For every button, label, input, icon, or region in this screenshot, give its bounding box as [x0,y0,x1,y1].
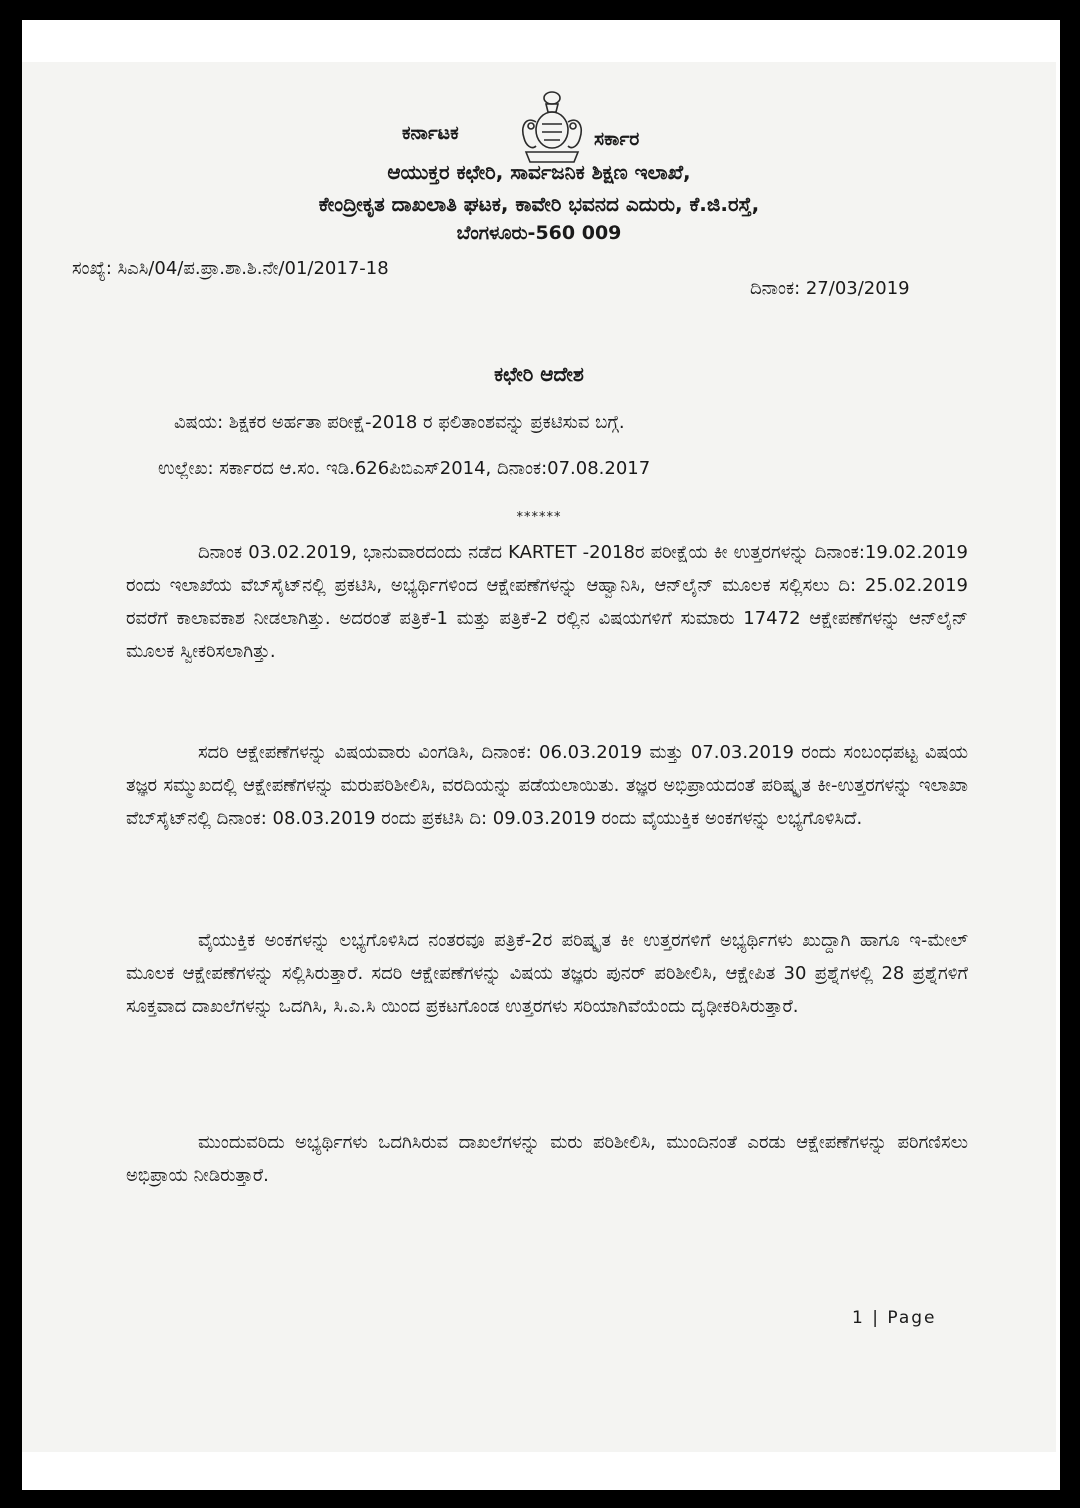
paragraph-3: ವೈಯುಕ್ತಿಕ ಅಂಕಗಳನ್ನು ಲಭ್ಯಗೊಳಿಸಿದ ನಂತರವೂ ಪತ್ರಿಕೆ-2ರ ಪರಿಷ್ಕೃತ ಕೀ ಉತ್ತರಗಳಿಗೆ ಅಭ್ಯರ್ಥಿಗಳು ಖುದ್ದಾಗಿ ಹಾಗೂ ಇ-ಮೇಲ್ ಮೂಲಕ ಆಕ್ಷೇಪಣೆಗಳನ್ನು ಸಲ್ಲಿಸಿರುತ್ತಾರೆ. ಸದರಿ ಆಕ್ಷೇಪಣೆಗಳನ್ನು ವಿಷಯ ತಜ್ಞರು ಪುನರ್ ಪರಿಶೀಲಿಸಿ, ಆಕ್ಷೇಪಿತ 30 ಪ್ರಶ್ನೆಗಳಲ್ಲಿ 28 ಪ್ರಶ್ನೆಗಳಿಗೆ ಸೂಕ್ತವಾದ ದಾಖಲೆಗಳನ್ನು ಒದಗಿಸಿ, ಸಿ.ಎ.ಸಿ ಯಿಂದ ಪ್ರಕಟಗೊಂಡ ಉತ್ತರಗಳು ಸರಿಯಾಗಿವೆಯೆಂದು ದೃಢೀಕರಿಸಿರುತ್ತಾರೆ. [126,930,968,1017]
paragraph-4: ಮುಂದುವರಿದು ಅಭ್ಯರ್ಥಿಗಳು ಒದಗಿಸಿರುವ ದಾಖಲೆಗಳನ್ನು ಮರು ಪರಿಶೀಲಿಸಿ, ಮುಂದಿನಂತೆ ಎರಡು ಆಕ್ಷೇಪಣೆಗಳನ್ನು ಪರಿಗಣಿಸಲು ಅಭಿಪ್ರಾಯ ನೀಡಿರುತ್ತಾರೆ. [126,1132,968,1186]
city-heading: ಬೆಂಗಳೂರು-560 009 [456,222,622,244]
separator: ****** [516,510,562,525]
reference-line: ಉಲ್ಲೇಖ: ಸರ್ಕಾರದ ಆ.ಸಂ. ಇಡಿ.626ಪಿಬಿಎಸ್2014, ದಿನಾಂಕ:07.08.2017 [158,458,651,479]
subject-line: ವಿಷಯ: ಶಿಕ್ಷಕರ ಅರ್ಹತಾ ಪರೀಕ್ಷೆ-2018 ರ ಫಲಿತಾಂಶವನ್ನು ಪ್ರಕಟಿಸುವ ಬಗ್ಗೆ. [174,412,625,433]
page-number: 1 | Page [852,1308,937,1328]
document-date: ದಿನಾಂಕ: 27/03/2019 [750,278,910,299]
paragraph-1: ದಿನಾಂಕ 03.02.2019, ಭಾನುವಾರದಂದು ನಡೆದ KARTET -2018ರ ಪರೀಕ್ಷೆಯ ಕೀ ಉತ್ತರಗಳನ್ನು ದಿನಾಂಕ:19.02.2019 ರಂದು ಇಲಾಖೆಯ ವೆಬ್‌ಸೈಟ್‌ನಲ್ಲಿ ಪ್ರಕಟಿಸಿ, ಅಭ್ಯರ್ಥಿಗಳಿಂದ ಆಕ್ಷೇಪಣೆಗಳನ್ನು ಆಹ್ವಾನಿಸಿ, ಆನ್‌ಲೈನ್ ಮೂಲಕ ಸಲ್ಲಿಸಲು ದಿ: 25.02.2019 ರವರೆಗೆ ಕಾಲಾವಕಾಶ ನೀಡಲಾಗಿತ್ತು. ಅದರಂತೆ ಪತ್ರಿಕೆ-1 ಮತ್ತು ಪತ್ರಿಕೆ-2 ರಲ್ಲಿನ ವಿಷಯಗಳಿಗೆ ಸುಮಾರು 17472 ಆಕ್ಷೇಪಣೆಗಳನ್ನು ಆನ್‌ಲೈನ್ ಮೂಲಕ ಸ್ವೀಕರಿಸಲಾಗಿತ್ತು. [126,542,968,662]
address-heading: ಕೇಂದ್ರೀಕೃತ ದಾಖಲಾತಿ ಘಟಕ, ಕಾವೇರಿ ಭವನದ ಎದುರು, ಕೆ.ಜಿ.ರಸ್ತೆ, [318,192,760,216]
document-page [22,62,1056,1452]
karnataka-emblem-icon [512,86,592,170]
government-label: ಸರ್ಕಾರ [594,128,640,150]
office-heading: ಆಯುಕ್ತರ ಕಛೇರಿ, ಸಾರ್ವಜನಿಕ ಶಿಕ್ಷಣ ಇಲಾಖೆ, [387,160,691,184]
paragraph-2: ಸದರಿ ಆಕ್ಷೇಪಣೆಗಳನ್ನು ವಿಷಯವಾರು ವಿಂಗಡಿಸಿ, ದಿನಾಂಕ: 06.03.2019 ಮತ್ತು 07.03.2019 ರಂದು ಸಂಬಂಧಪಟ್ಟ ವಿಷಯ ತಜ್ಞರ ಸಮ್ಮುಖದಲ್ಲಿ ಆಕ್ಷೇಪಣೆಗಳನ್ನು ಮರುಪರಿಶೀಲಿಸಿ, ವರದಿಯನ್ನು ಪಡೆಯಲಾಯಿತು. ತಜ್ಞರ ಅಭಿಪ್ರಾಯದಂತೆ ಪರಿಷ್ಕೃತ ಕೀ-ಉತ್ತರಗಳನ್ನು ಇಲಾಖಾ ವೆಬ್‌ಸೈಟ್‌ನಲ್ಲಿ ದಿನಾಂಕ: 08.03.2019 ರಂದು ಪ್ರಕಟಿಸಿ ದಿ: 09.03.2019 ರಂದು ವೈಯುಕ್ತಿಕ ಅಂಕಗಳನ್ನು ಲಭ್ಯಗೊಳಿಸಿದೆ. [126,742,968,829]
state-name: ಕರ್ನಾಟಕ [402,122,459,144]
reference-number: ಸಂಖ್ಯೆ: ಸಿಎಸಿ/04/ಪ.ಪ್ರಾ.ಶಾ.ಶಿ.ನೇ/01/2017-18 [72,258,389,279]
order-title: ಕಛೇರಿ ಆದೇಶ [494,362,584,386]
